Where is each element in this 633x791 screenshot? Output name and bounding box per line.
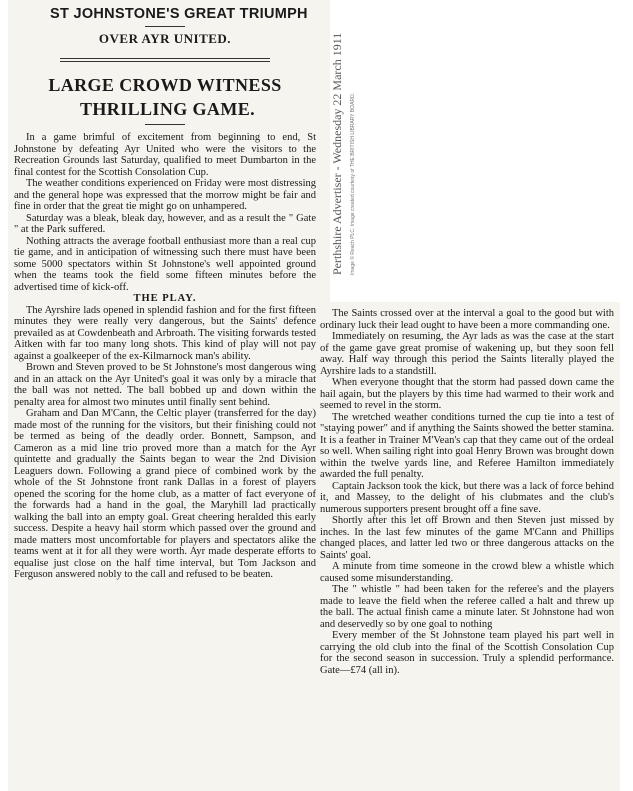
headline-large-1: LARGE CROWD WITNESS (48, 75, 282, 95)
paragraph: When everyone thought that the storm had passed down came the hail again, but the players by this time had warmed to their work and seemed to revel in the storm. (320, 377, 614, 411)
paragraph: Brown and Steven proved to be St Johnstone's most dangerous wing and in an attack on the Ayr United's goal it was only by a miracle that the ball was not netted. The ball bobbed up and down within the penalty area for almost two minutes until finally sent behind. (14, 362, 316, 408)
sub-headline: OVER AYR UNITED. (98, 31, 232, 46)
paragraph: Graham and Dan M'Cann, the Celtic player (transferred for the day) made most of the running for the visitors, but their finishing could not be termed as being of the deadly order. Bonnett, Sampson, and Cameron as a mid line trio proved more than a match for the Ayr quintette and gradually the Saints began to wear the 2nd Division Leaguers down. Following a grand piece of combined work by the whole of the St Johnstone front rank Dallas in a forest of players opened the scoring for the home club, as a matter of fact everyone of the forwards had a hand in the goal, the Maryhill lad practically walking the ball into an empty goal. Great cheering heralded this early success. Despite a heavy hail storm which passed over the ground and made matters most uncomfortable for players and spectators alike the teams went at it for all they were worth. Ayr made desperate efforts to equalise just close on the half time interval, but Tom Jackson and Ferguson answered nobly to the call and refused to be beaten. (14, 408, 316, 580)
paragraph: Every member of the St Johnstone team played his part well in carrying the old club into the final of the Scottish Consolation Cup for the second season in succession. Truly a splendid performance. Gate—£74 (all in). (320, 630, 614, 676)
paragraph: The Saints crossed over at the interval a goal to the good but with ordinary luck their lead ought to have been a more commanding one. (320, 308, 614, 331)
paragraph: In a game brimful of excitement from beginning to end, St Johnstone by defeating Ayr United who were the visitors to the Recreation Grounds last Saturday, qualified to meet Dumbarton in the final contest for the Scottish Consolation Cup. (14, 132, 316, 178)
main-headline: ST JOHNSTONE'S GREAT TRIUMPH (50, 6, 308, 22)
article-right-column (320, 308, 614, 790)
paragraph: A minute from time someone in the crowd blew a whistle which caused some misunderstanding. (320, 561, 614, 584)
paragraph: The Ayrshire lads opened in splendid fashion and for the first fifteen minutes they were really very dangerous, but the Saints' defence prevailed as at Cowdenbeath and Arbroath. The visiting forwards tested Aitken with far too many long shots. This kind of play will not pay against a goalkeeper of the ex-Kilmarnock man's ability. (14, 304, 316, 362)
headline-large-2: THRILLING GAME. (80, 99, 256, 119)
paragraph: The weather conditions experienced on Friday were most distressing and the general hope was expressed that the morrow might be fair and fine in order that the great tie might go on unhampered. (14, 178, 316, 212)
article-left-column (14, 132, 316, 790)
divider (145, 124, 185, 125)
paragraph: Nothing attracts the average football enthusiast more than a real cup tie game, and in anticipation of witnessing such there must have been some 5000 spectators within St Johnstone's well appointed ground when the teams took the field some fifteen minutes before the advertised time of kick-off. (14, 235, 316, 293)
divider (60, 61, 270, 62)
paragraph: Saturday was a bleak, bleak day, however, and as a result the " Gate " at the Park suffered. (14, 212, 316, 235)
paragraph: Shortly after this let off Brown and then Steven just missed by inches. In the last few minutes of the game M'Cann and Phillips changed places, and latter led two or three dangerous attacks on the Saints' goal. (320, 515, 614, 561)
paragraph: The wretched weather conditions turned the cup tie into a test of "staying power" and if anything the Saints showed the better stamina. It is a feather in Trainer M'Vean's cap that they came out of the ordeal so well. When sailing right into goal Henry Brown was brought down within the twelve yards line, and Referee Hamilton immediately awarded the full penalty. (320, 411, 614, 480)
section-subheading: THE PLAY. (133, 293, 197, 304)
paragraph: The " whistle " had been taken for the referee's and the players made to leave the field when the referee called a halt and threw up the ball. The actual finish came a minute later. St Johnstone had won and deservedly so by one goal to nothing (320, 584, 614, 630)
divider (145, 26, 185, 27)
divider (60, 58, 270, 59)
paragraph: Captain Jackson took the kick, but there was a lack of force behind it, and Massey, to the delight of his clubmates and the club's numerous supporters present brought off a fine save. (320, 480, 614, 515)
source-caption: Perthshire Advertiser - Wednesday 22 March 1911 (330, 32, 344, 275)
image-credit: Image © Reach PLC. Image created courtesy of THE BRITISH LIBRARY BOARD. (350, 92, 356, 275)
paragraph: Immediately on resuming, the Ayr lads as was the case at the start of the game gave great promise of wakening up, but they soon fell away. Half way through this period the Saints literally played the Ayrshire lads to a standstill. (320, 331, 614, 377)
